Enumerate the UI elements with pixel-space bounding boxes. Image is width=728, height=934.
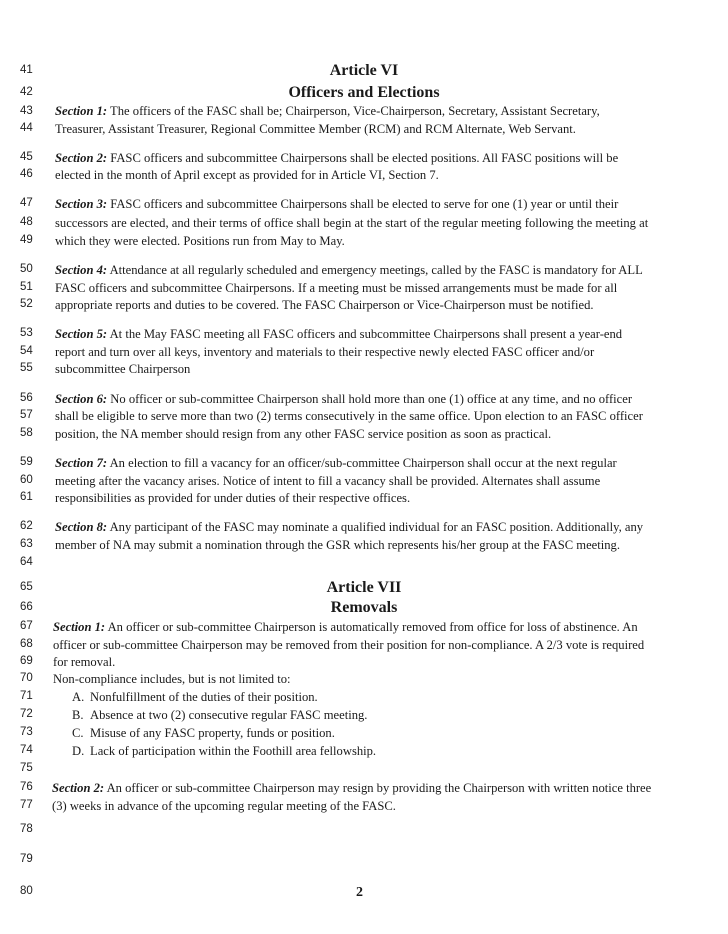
line-number: 66: [20, 601, 33, 613]
line-number: 53: [20, 327, 33, 339]
line-number: 52: [20, 298, 33, 310]
list-item-text: Nonfulfillment of the duties of their position.: [90, 690, 318, 704]
list-item-text: Absence at two (2) consecutive regular FASC meeting.: [90, 708, 368, 722]
section-text: The officers of the FASC shall be; Chairperson, Vice-Chairperson, Secretary, Assistant Secretary,: [107, 104, 600, 118]
article-vi-title: Article VI: [329, 62, 399, 79]
list-item: [72, 689, 318, 706]
line-number: 60: [20, 474, 33, 486]
section-label: Section 5:: [55, 327, 108, 341]
section-text: subcommittee Chairperson: [55, 362, 191, 376]
section-text: Treasurer, Assistant Treasurer, Regional Committee Member (RCM) and RCM Alternate, Web Servant.: [55, 122, 576, 136]
section-label: Section 2:: [55, 151, 108, 165]
section-text: which they were elected. Positions run from May to May.: [55, 234, 345, 248]
section-text: An officer or sub-committee Chairperson may resign by providing the Chairperson with written notice three: [104, 781, 652, 795]
section-label: Section 4:: [55, 263, 108, 277]
line-number: 49: [20, 234, 33, 246]
list-item-text: Misuse of any FASC property, funds or position.: [90, 726, 335, 740]
section-text: FASC officers and subcommittee Chairpersons shall be elected positions. All FASC positions will be: [107, 151, 619, 165]
line-number: 47: [20, 197, 33, 209]
line-number: 68: [20, 638, 33, 650]
section-label: Section 6:: [55, 392, 108, 406]
line-number: 76: [20, 781, 33, 793]
section-label: Section 7:: [55, 456, 108, 470]
line-number: 67: [20, 620, 33, 632]
line-number: 77: [20, 799, 33, 811]
line-number: 69: [20, 655, 33, 667]
line-number: 70: [20, 672, 33, 684]
list-item: [72, 743, 376, 760]
section-text: successors are elected, and their terms of office shall begin at the start of the regular meeting following the meeting at: [55, 216, 649, 230]
list-marker: B.: [72, 708, 84, 722]
line-number: 57: [20, 409, 33, 421]
line-number: 64: [20, 556, 33, 568]
line-number: 46: [20, 168, 33, 180]
line-number: 55: [20, 362, 33, 374]
line-number: 79: [20, 853, 33, 865]
section-text: position, the NA member should resign from any other FASC service position as soon as practical.: [55, 427, 552, 441]
section-label: Section 2:: [52, 781, 105, 795]
list-item: [72, 725, 335, 742]
section-text: Any participant of the FASC may nominate a qualified individual for an FASC position. Additionally, any: [107, 520, 644, 534]
section-text: responsibilities as provided for under duties of their respective offices.: [55, 491, 411, 505]
section-label: Section 8:: [55, 520, 108, 534]
section-text: elected in the month of April except as provided for in Article VI, Section 7.: [55, 168, 439, 182]
line-number: 72: [20, 708, 33, 720]
line-number: 41: [20, 64, 33, 76]
section-text: FASC officers and subcommittee Chairpersons. If a meeting must be missed arrangements must be made for all: [55, 281, 618, 295]
line-number: 80: [20, 885, 33, 897]
section-text: for removal.: [53, 655, 116, 669]
line-number: 48: [20, 216, 33, 228]
line-number: 74: [20, 744, 33, 756]
list-marker: D.: [72, 744, 85, 758]
section-text: FASC officers and subcommittee Chairpersons shall be elected to serve for one (1) year or until their: [107, 197, 619, 211]
list-marker: A.: [72, 690, 85, 704]
article-vii-subtitle: Removals: [330, 599, 398, 616]
list-item: [72, 707, 367, 724]
section-text: meeting after the vacancy arises. Notice of intent to fill a vacancy shall be provided. Alternates shall assume: [55, 474, 601, 488]
line-number: 73: [20, 726, 33, 738]
section-text: officer or sub-committee Chairperson may be removed from their position for non-compliance. A 2/3 vote is required: [53, 638, 645, 652]
article-vi-subtitle: Officers and Elections: [288, 84, 440, 101]
line-number: 63: [20, 538, 33, 550]
section-label: Section 3:: [55, 197, 108, 211]
line-number: 78: [20, 823, 33, 835]
section-text: report and turn over all keys, inventory and materials to their respective newly elected FASC officer and/or: [55, 345, 595, 359]
article-vii-title: Article VII: [326, 579, 402, 596]
list-item-text: Lack of participation within the Foothill area fellowship.: [90, 744, 377, 758]
line-number: 44: [20, 122, 33, 134]
line-number: 54: [20, 345, 33, 357]
line-number: 75: [20, 762, 33, 774]
page-number: 2: [356, 885, 363, 900]
section-text: shall be eligible to serve more than two (2) terms consecutively in the same office. Upon election to an FASC officer: [55, 409, 643, 423]
line-number: 51: [20, 281, 33, 293]
line-number: 59: [20, 456, 33, 468]
line-number: 50: [20, 263, 33, 275]
section-text: (3) weeks in advance of the upcoming regular meeting of the FASC.: [52, 799, 396, 813]
line-number: 43: [20, 105, 33, 117]
section-text: No officer or sub-committee Chairperson shall hold more than one (1) office at any time, and no officer: [107, 392, 633, 406]
line-number: 62: [20, 520, 33, 532]
line-number: 65: [20, 581, 33, 593]
line-number: 45: [20, 151, 33, 163]
line-number: 71: [20, 690, 33, 702]
section-text: appropriate reports and duties to be covered. The FASC Chairperson or Vice-Chairperson must be notified.: [55, 298, 594, 312]
noncompliance-intro: Non-compliance includes, but is not limited to:: [53, 672, 291, 686]
section-text: Attendance at all regularly scheduled and emergency meetings, called by the FASC is mandatory for ALL: [107, 263, 643, 277]
section-label: Section 1:: [53, 620, 106, 634]
section-text: member of NA may submit a nomination through the GSR which represents his/her group at the FASC meeting.: [55, 538, 621, 552]
line-number: 42: [20, 86, 33, 98]
line-number: 56: [20, 392, 33, 404]
section-label: Section 1:: [55, 104, 108, 118]
line-number: 61: [20, 491, 33, 503]
line-number: 58: [20, 427, 33, 439]
section-text: An officer or sub-committee Chairperson is automatically removed from office for loss of abstinence. An: [105, 620, 638, 634]
section-text: An election to fill a vacancy for an officer/sub-committee Chairperson shall occur at the next regular: [107, 456, 617, 470]
section-text: At the May FASC meeting all FASC officers and subcommittee Chairpersons shall present a year-end: [107, 327, 623, 341]
list-marker: C.: [72, 726, 84, 740]
